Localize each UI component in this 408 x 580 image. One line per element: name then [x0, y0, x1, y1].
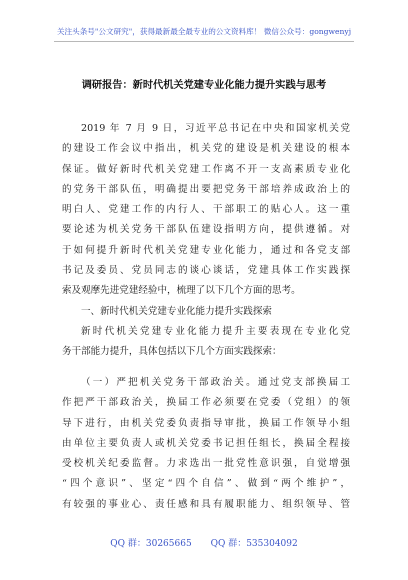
- text-line: 导下进行，由机关党委负责指导审批，换届工作领导小组: [62, 417, 350, 429]
- text-line: 务干部能力提升，具体包括以下几个方面实践探索：: [62, 346, 282, 358]
- paragraph-practice: [62, 322, 350, 363]
- text-line: 明白人、党建工作的内行人、干部职工的贴心人。这一重: [62, 204, 350, 216]
- text-line: 新时代机关党建专业化能力提升主要表现在专业化党: [81, 326, 350, 337]
- header-divider: [54, 41, 354, 42]
- section-heading-text: 一、新时代机关党建专业化能力提升实践探索: [81, 306, 272, 317]
- footer-qq-group-2: QQ 群：535304092: [210, 539, 298, 549]
- text-line: “四个意识”、坚定“四个自信”、做到“两个维护”，: [62, 478, 350, 490]
- text-line: 受校机关纪委监督。力求选出一批党性意识强，自觉增强: [62, 458, 350, 470]
- header-notice: 关注头条号"公文研究"，获得最新最全最专业的公文资料库！ 微信公众号：gongwenyj: [56, 27, 352, 36]
- text-line: 作把严干部政治关，换届工作必须要在党委（党组）的领: [62, 397, 350, 409]
- text-line: 要论述为机关党务干部队伍建设指明方向，提供遵循。对: [62, 224, 350, 236]
- footer: [0, 536, 408, 549]
- text-line: （一）严把机关党务干部政治关。通过党支部换届工: [81, 377, 350, 388]
- text-line: 索及观摩先进党建经验中，梳理了以下几个方面的思考。: [62, 285, 301, 297]
- text-line: 书记及委员、党员同志的谈心谈话，党建具体工作实践探: [62, 265, 350, 277]
- footer-qq-group-1: QQ 群：30265665: [110, 539, 192, 549]
- text-line: 于如何提升新时代机关党建专业化能力，通过和各党支部: [62, 244, 350, 256]
- text-line: 由单位主要负责人或机关党委书记担任组长，换届全程接: [62, 437, 350, 449]
- text-line: 的建设工作会议中指出，机关党的建设是机关建设的根本: [62, 143, 350, 155]
- paragraph-intro: [62, 119, 350, 302]
- text-line: 的党务干部队伍，明确提出要把党务干部培养成政治上的: [62, 183, 350, 195]
- text-line: 保证。做好新时代机关党建工作离不开一支高素质专业化: [62, 163, 350, 175]
- document-title: 调研报告：新时代机关党建专业化能力提升实践与思考: [81, 79, 327, 91]
- text-line: 2019 年 7 月 9 日，习近平总书记在中央和国家机关党: [81, 123, 350, 134]
- text-line: 有较强的事业心、责任感和具有履职能力、组织领导、管: [62, 498, 350, 510]
- section-heading: [62, 302, 350, 322]
- paragraph-political: [62, 373, 350, 515]
